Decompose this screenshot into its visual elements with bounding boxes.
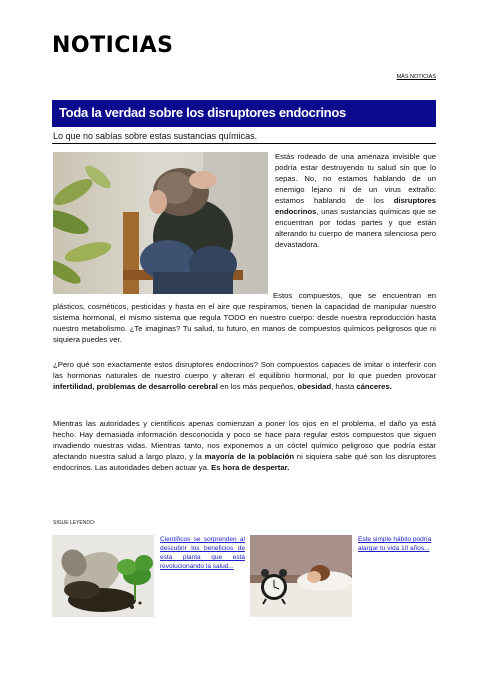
article-subheadline: Lo que no sabías sobre estas sustancias químicas. [53, 131, 258, 141]
p2-text: Estos compuestos, que se encuentran en plásticos, cosméticos, pesticidas y hasta en el aire que respiramos, tienen la capacidad de manipular nuestro sistema hormonal, el mismo sistema que regula TODO en nuestro cuerpo: desde nuestra reproducción hasta nuestro metabolismo. ¿Te imaginas? Tu salud, tu futuro, en manos de compuestos químicos peligrosos que ni siquiera puedes ver. [53, 291, 436, 344]
related-image-1[interactable] [52, 535, 154, 617]
article-paragraph-1 [275, 151, 436, 250]
hero-image [53, 152, 268, 294]
p3-text-c: en los más pequeños, [217, 382, 298, 391]
related-image-2[interactable] [250, 535, 352, 617]
article-paragraph-3 [53, 359, 436, 392]
p3-text-a: ¿Pero qué son exactamente estos disruptores endocrinos? Son compuestos capaces de imitar o interferir con las hormonas naturales de nuestro cuerpo y alteran el equilibrio hormonal, por lo que pueden provocar [53, 360, 436, 380]
p4-text-a: Mientras las autoridades y científicos apenas comienzan a poner los ojos en el problema, el daño ya está hecho. Hay demasiada información desconocida y poco se hace para regular estos compuestos que siguen invadiendo nuestras vidas. Mientras tanto, nos exponemos a un cóctel químico peligroso que podría estar afectando nuestra salud a largo plazo, y la [53, 419, 436, 461]
p3-text-bold-3: cánceres. [356, 382, 392, 391]
article-headline: Toda la verdad sobre los disruptores endocrinos [59, 105, 346, 120]
site-title: NOTICIAS [52, 33, 174, 58]
p3-text-e: , hasta [331, 382, 357, 391]
p4-text-bold-2: Es hora de despertar. [211, 463, 290, 472]
headline-bar [52, 100, 436, 127]
p4-text-c: ni siquiera sabe qué son los disruptores endocrinos. Las autoridades deben actuar ya. [53, 452, 436, 472]
article-paragraph-4 [53, 418, 436, 473]
p1-text-bold: disruptores endocrinos [275, 196, 436, 216]
related-label: SIGUE LEYENDO: [53, 520, 96, 526]
p1-text-a: Estás rodeado de una amenaza invisible que podría estar destruyendo tu salud sin que lo sepas. No, no estamos hablando de un enemigo lejano ni de un virus extraño: estamos hablando de los [275, 152, 436, 205]
related-link-1[interactable]: Científicos se sorprenden al descubrir los beneficios de esta planta que está revolucionando la salud... [160, 536, 245, 570]
subheadline-divider [52, 143, 436, 144]
p1-text-c: , unas sustancias químicas que se encuentran por todas partes y que están alterando tu cuerpo de manera silenciosa pero devastadora. [275, 207, 436, 249]
p3-text-bold-1: infertilidad, problemas de desarrollo cerebral [53, 382, 218, 391]
p4-text-bold-1: mayoría de la población [204, 452, 295, 461]
related-link-2[interactable]: Este simple hábito podría alargar tu vida 10 años... [358, 536, 432, 552]
p3-text-bold-2: obesidad [297, 382, 332, 391]
article-paragraph-2 [53, 290, 436, 345]
more-news-link[interactable]: MÁS NOTICIAS [396, 74, 436, 80]
